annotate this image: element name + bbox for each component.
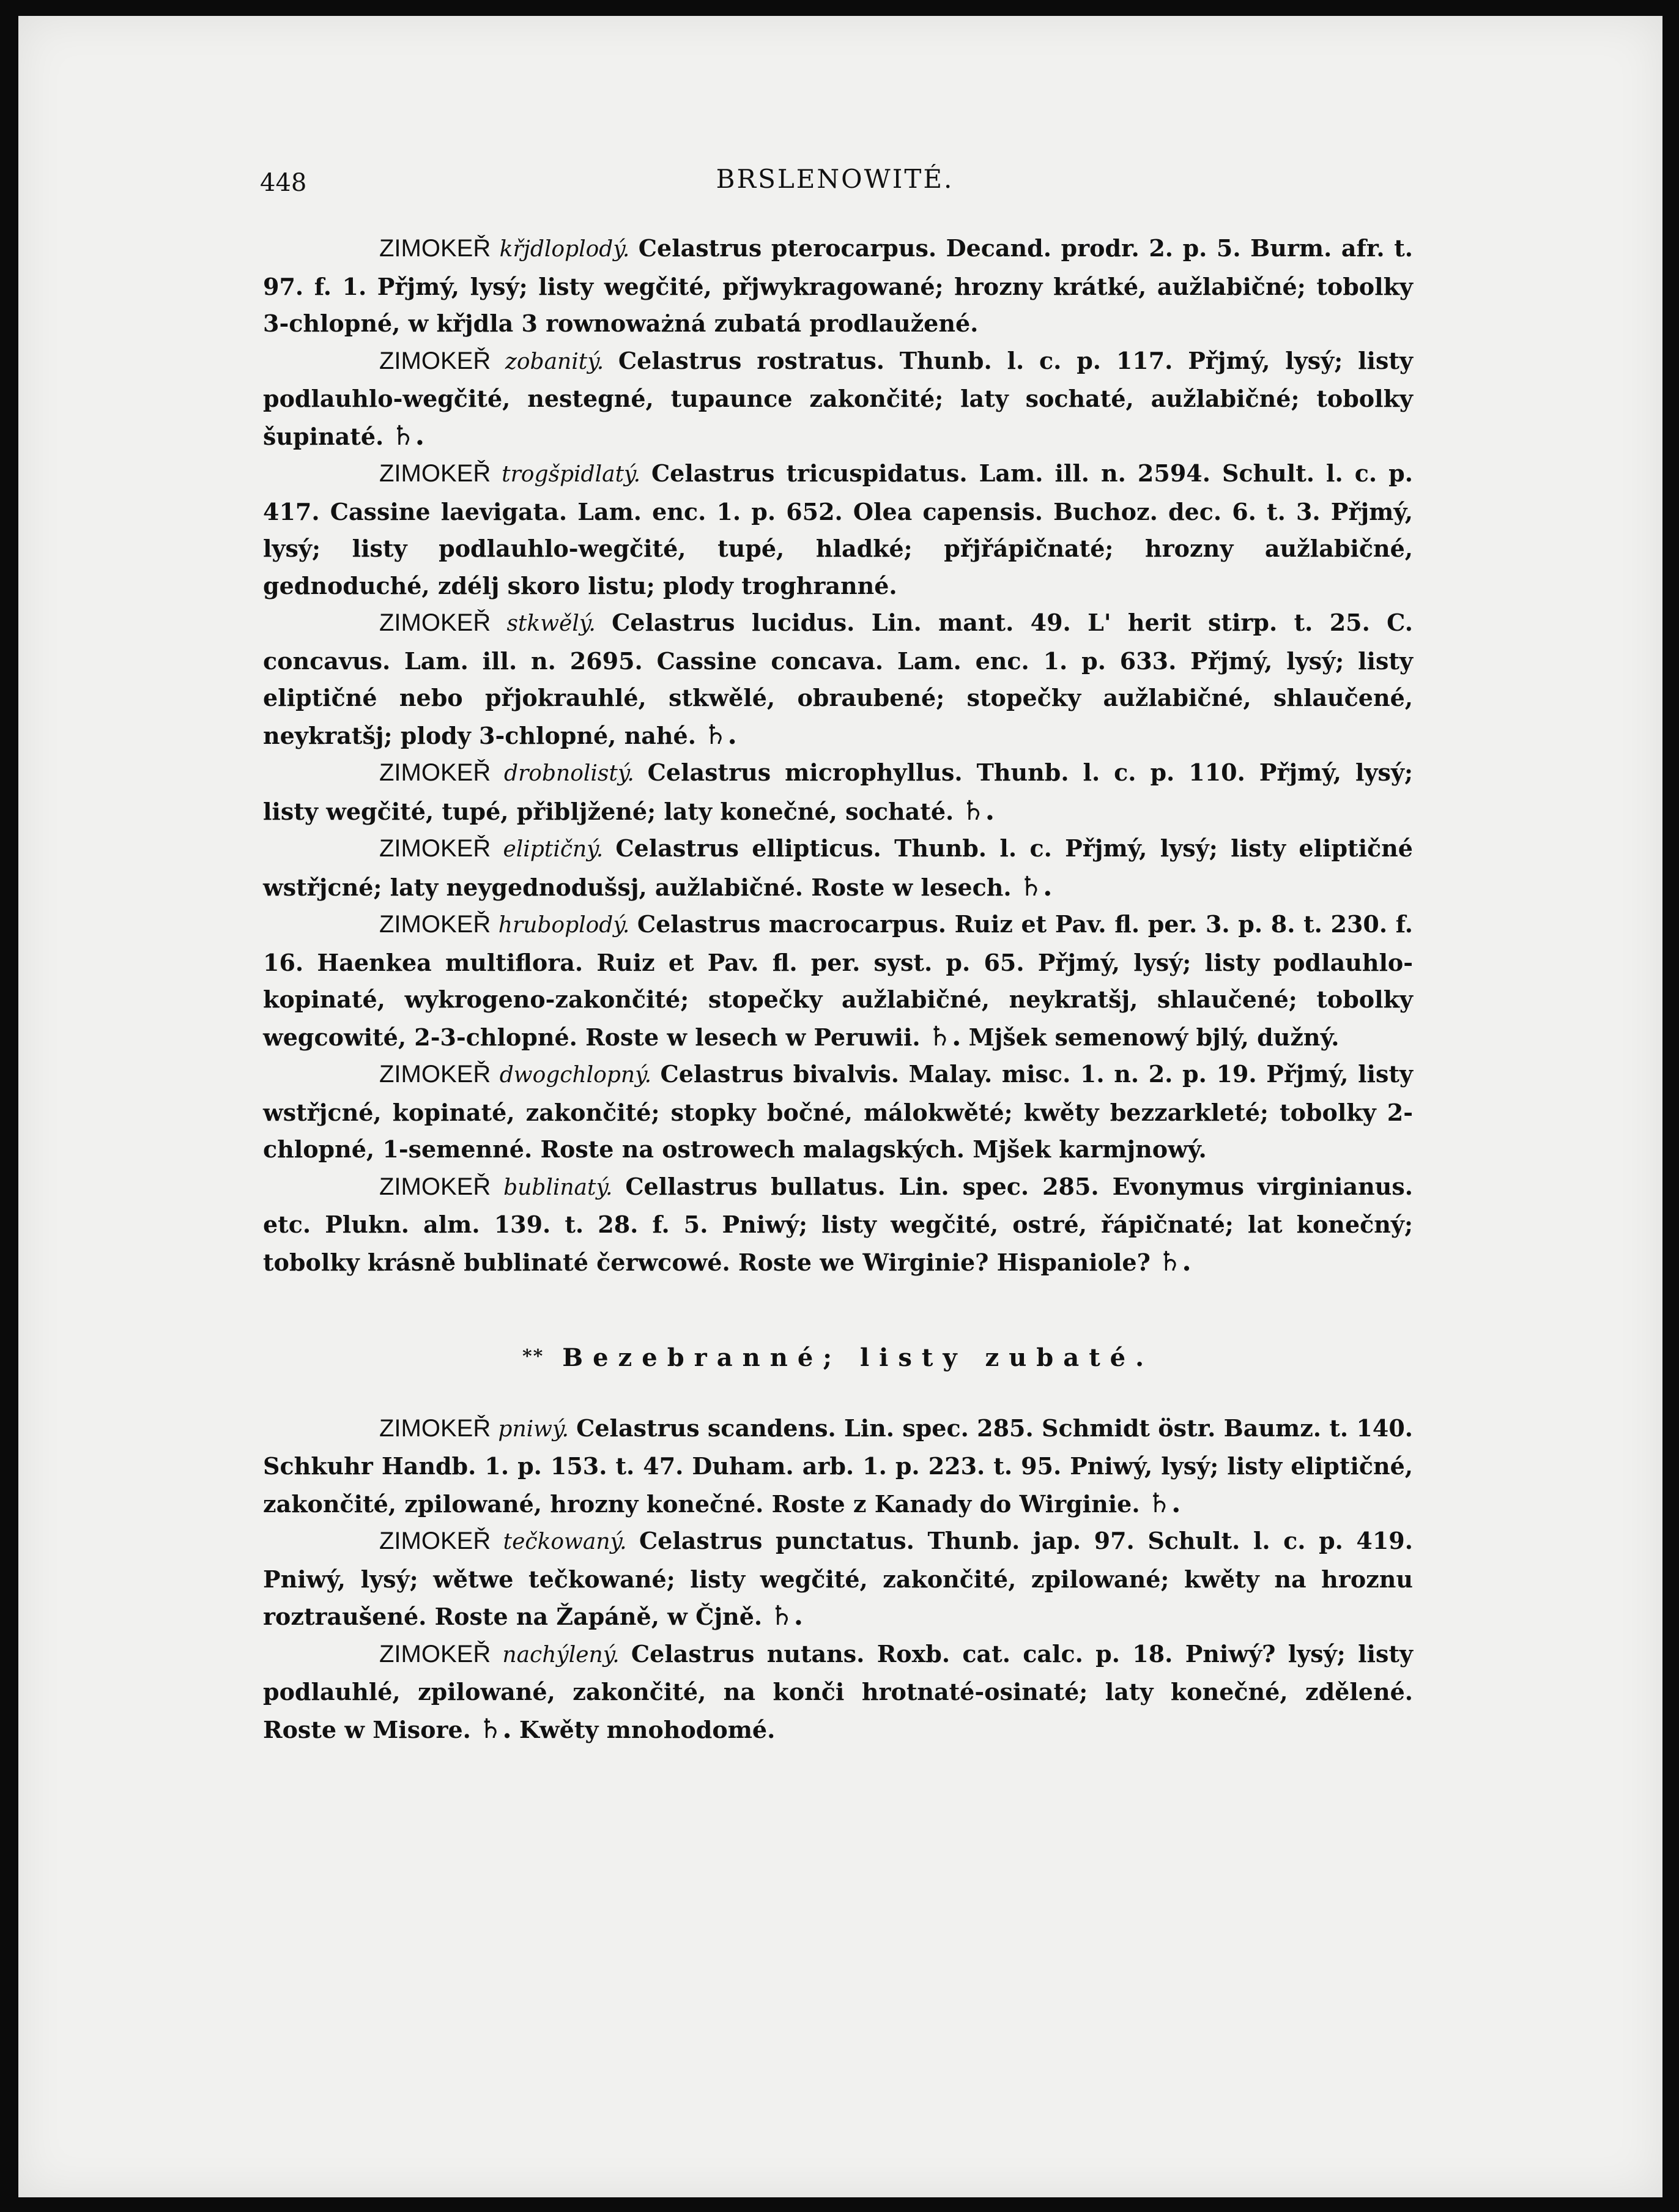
entries-part-2 <box>263 1410 1413 1749</box>
species-name: zobanitý. <box>505 349 604 374</box>
species-entry <box>263 1410 1413 1523</box>
book-page <box>18 16 1662 2197</box>
species-entry <box>263 1523 1413 1636</box>
entry-text: Celastrus bivalvis. Malay. misc. 1. n. 2. p. 19. Přjmý, listy wstřjcné, kopinaté, zakončité; stopky bočné, málokwěté; kwěty bezzarkleté; tobolky 2-chlopné, 1-semenné. Roste na ostrowech malagských. Mjšek karmjnowý. <box>263 1060 1413 1163</box>
species-name: trogšpidlatý. <box>502 462 641 487</box>
species-name: dwogchlopný. <box>499 1063 652 1088</box>
genus-name: ZIMOKEŘ <box>379 1640 491 1668</box>
page-number: 448 <box>260 169 307 197</box>
entry-text: Celastrus lucidus. Lin. mant. 49. L' herit stirp. t. 25. C. concavus. Lam. ill. n. 2695. Cassine concava. Lam. enc. 1. p. 633. Přjmý, lysý; listy eliptičné nebo přjokrauhlé, stkwělé, obraubené; stopečky aužlabičné, shlaučené, neykratšj; plody 3-chlopné, nahé. <box>263 609 1413 749</box>
species-entry <box>263 1636 1413 1749</box>
species-entry <box>263 230 1413 343</box>
section-mark: ** <box>522 1346 544 1367</box>
genus-name: ZIMOKEŘ <box>379 460 491 487</box>
genus-name: ZIMOKEŘ <box>379 1527 491 1554</box>
species-entry <box>263 906 1413 1056</box>
entry-text: Celastrus microphyllus. Thunb. l. c. p. 110. Přjmý, lysý; listy wegčité, tupé, přibljžené; laty konečné, sochaté. <box>263 759 1413 825</box>
species-entry <box>263 455 1413 604</box>
section-heading <box>263 1338 1413 1377</box>
species-name: bublinatý. <box>503 1175 613 1200</box>
species-name: křjdloplodý. <box>499 237 630 262</box>
woody-plant-symbol: ♄. <box>927 1020 962 1052</box>
running-title: BRSLENOWITÉ. <box>716 164 954 194</box>
text-body <box>263 230 1413 1748</box>
entry-text: Celastrus macrocarpus. Ruiz et Pav. fl. per. 3. p. 8. t. 230. f. 16. Haenkea multiflora. Ruiz et Pav. fl. per. syst. p. 65. Přjmý, lysý; listy podlauhlo-kopinaté, wykrogeno-zakončité; stopečky aužlabičné, neykratšj, shlaučené; tobolky wegcowité, 2-3-chlopné. Roste w lesech w Peruwii. <box>263 910 1413 1051</box>
entry-text: Celastrus tricuspidatus. Lam. ill. n. 2594. Schult. l. c. p. 417. Cassine laevigata. Lam. enc. 1. p. 652. Olea capensis. Buchoz. dec. 6. t. 3. Přjmý, lysý; listy podlauhlo-wegčité, tupé, hladké; přjřápičnaté; hrozny aužlabičné, gednoduché, zdélj skoro listu; plody troghranné. <box>263 459 1413 599</box>
entry-tail: Mjšek semenowý bjlý, dužný. <box>968 1023 1340 1051</box>
genus-name: ZIMOKEŘ <box>379 347 491 374</box>
species-name: stkwělý. <box>506 611 596 636</box>
species-entry <box>263 830 1413 906</box>
species-name: eliptičný. <box>503 837 604 862</box>
genus-name: ZIMOKEŘ <box>379 609 491 636</box>
species-entry <box>263 754 1413 830</box>
genus-name: ZIMOKEŘ <box>379 835 491 862</box>
entry-text: Celastrus scandens. Lin. spec. 285. Schmidt östr. Baumz. t. 140. Schkuhr Handb. 1. p. 153. t. 47. Duham. arb. 1. p. 223. t. 95. Pniwý, lysý; listy eliptičné, zakončité, zpilowané, hrozny konečné. Roste z Kanady do Wirginie. <box>263 1414 1413 1518</box>
genus-name: ZIMOKEŘ <box>379 911 491 938</box>
genus-name: ZIMOKEŘ <box>379 759 491 786</box>
entries-part-1 <box>263 230 1413 1281</box>
woody-plant-symbol: ♄. <box>1157 1245 1192 1277</box>
species-entry <box>263 343 1413 456</box>
woody-plant-symbol: ♄. <box>961 795 995 826</box>
species-name: nachýlený. <box>502 1642 620 1668</box>
woody-plant-symbol: ♄. <box>769 1600 804 1631</box>
entry-text: Celastrus nutans. Roxb. cat. calc. p. 18. Pniwý? lysý; listy podlauhlé, zpilowané, zakončité, na konči hrotnaté-osinaté; laty konečné, zdělené. Roste w Misore. <box>263 1639 1413 1743</box>
entry-text: Cellastrus bullatus. Lin. spec. 285. Evonymus virginianus. etc. Plukn. alm. 139. t. 28. f. 5. Pniwý; listy wegčité, ostré, řápičnaté; lat konečný; tobolky krásně bublinaté čerwcowé. Roste we Wirginie? Hispaniole? <box>263 1172 1413 1276</box>
woody-plant-symbol: ♄. <box>1147 1487 1181 1519</box>
genus-name: ZIMOKEŘ <box>379 1061 491 1088</box>
species-name: tečkowaný. <box>503 1529 627 1554</box>
genus-name: ZIMOKEŘ <box>379 1414 491 1442</box>
species-entry <box>263 604 1413 754</box>
species-name: hruboplodý. <box>498 913 630 938</box>
genus-name: ZIMOKEŘ <box>379 1173 491 1200</box>
entry-text: Celastrus rostratus. Thunb. l. c. p. 117. Přjmý, lysý; listy podlauhlo-wegčité, nestegné, tupaunce zakončité; laty sochaté, aužlabičné; tobolky šupinaté. <box>263 346 1413 450</box>
page-header <box>260 164 1410 207</box>
woody-plant-symbol: ♄. <box>391 420 425 451</box>
entry-text: Celastrus punctatus. Thunb. jap. 97. Schult. l. c. p. 419. Pniwý, lysý; wětwe tečkowané; listy wegčité, zakončité, zpilowané; kwěty na hroznu roztraušené. Roste na Žapáně, w Čjně. <box>263 1527 1413 1630</box>
entry-text: Celastrus pterocarpus. Decand. prodr. 2. p. 5. Burm. afr. t. 97. f. 1. Přjmý, lysý; listy wegčité, přjwykragowané; hrozny krátké, aužlabičné; tobolky 3-chlopné, w křjdla 3 rownoważná zubatá prodlaužené. <box>263 234 1413 337</box>
woody-plant-symbol: ♄. <box>703 719 737 751</box>
entry-text: Celastrus ellipticus. Thunb. l. c. Přjmý, lysý; listy eliptičné wstřjcné; laty neygednodušsj, aužlabičné. Roste w lesech. <box>263 834 1413 901</box>
section-title: Bezebranné; listy zubaté. <box>562 1343 1154 1372</box>
entry-tail: Kwěty mnohodomé. <box>519 1715 776 1743</box>
genus-name: ZIMOKEŘ <box>379 235 491 262</box>
woody-plant-symbol: ♄. <box>478 1713 512 1745</box>
species-name: drobnolistý. <box>504 761 634 786</box>
species-name: pniwý. <box>498 1416 569 1442</box>
species-entry <box>263 1056 1413 1168</box>
species-entry <box>263 1168 1413 1282</box>
woody-plant-symbol: ♄. <box>1018 870 1053 902</box>
